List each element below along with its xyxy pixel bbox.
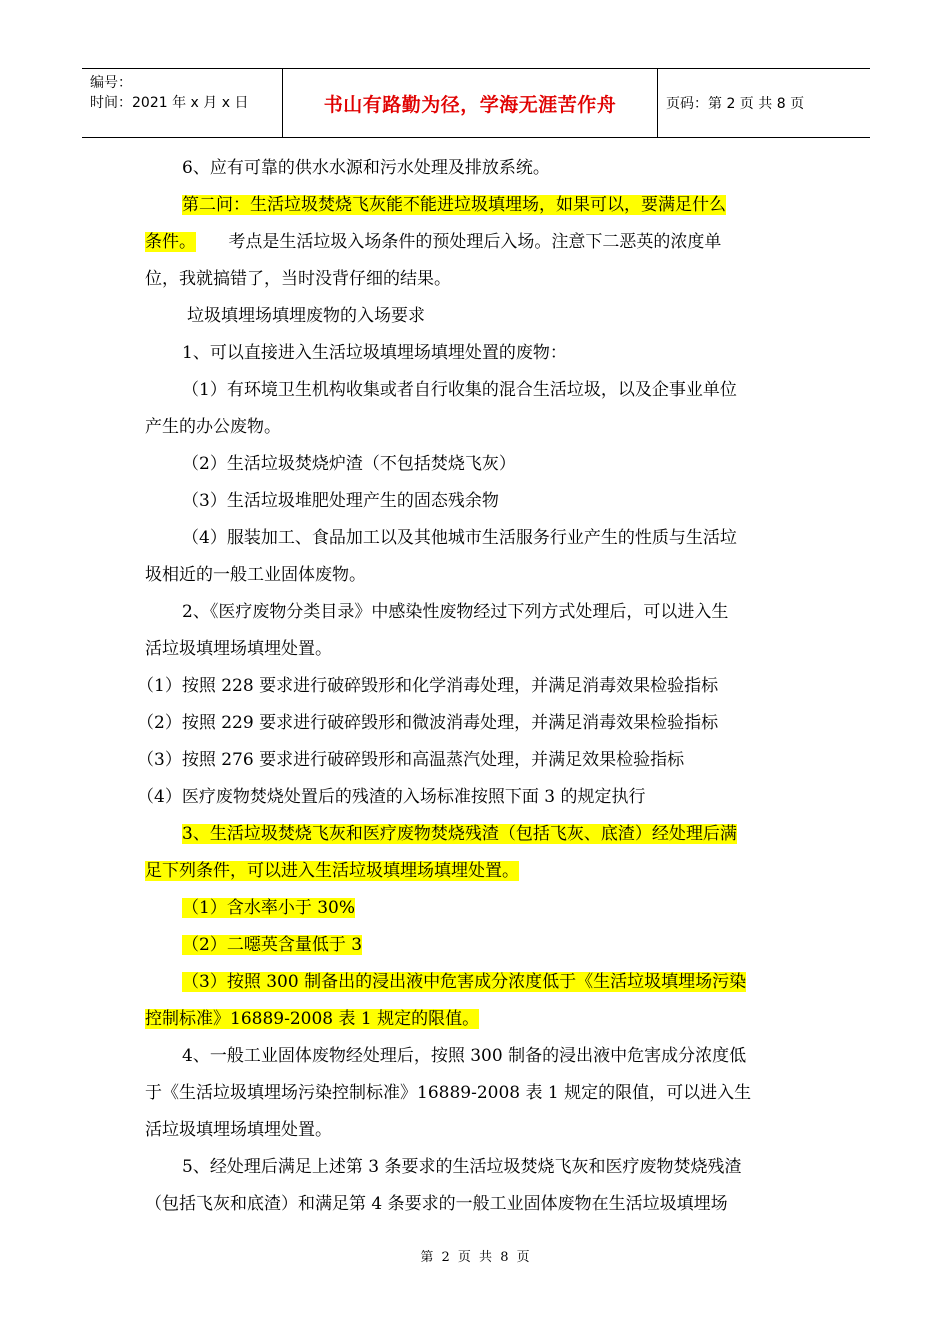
text-line <box>145 372 807 409</box>
text-line <box>145 964 807 1001</box>
text-line <box>145 853 807 890</box>
text-line <box>145 150 807 187</box>
text-line <box>145 520 807 557</box>
line-text: 5、经处理后满足上述第 3 条要求的生活垃圾焚烧飞灰和医疗废物焚烧残渣 <box>182 1157 742 1177</box>
line-text: （4）医疗废物焚烧处置后的残渣的入场标准按照下面 3 的规定执行 <box>137 787 646 807</box>
highlighted-text: 3、生活垃圾焚烧飞灰和医疗废物焚烧残渣（包括飞灰、底渣）经处理后满 <box>182 824 737 844</box>
document-number-label: 编号： <box>90 75 132 91</box>
text-line <box>145 816 807 853</box>
highlighted-text: 控制标准》16889-2008 表 1 规定的限值。 <box>145 1009 480 1029</box>
text-line <box>145 1149 807 1186</box>
text-line <box>145 261 807 298</box>
text-line <box>145 1186 807 1223</box>
line-text: 6、应有可靠的供水水源和污水处理及排放系统。 <box>182 158 550 178</box>
text-line <box>137 779 807 816</box>
highlighted-text: 足下列条件，可以进入生活垃圾填埋场填埋处置。 <box>145 861 519 881</box>
line-text: 产生的办公废物。 <box>145 417 281 437</box>
text-line <box>137 742 807 779</box>
header-meta <box>82 69 282 137</box>
document-body <box>137 150 807 1223</box>
highlighted-text: （3）按照 300 制备出的浸出液中危害成分浓度低于《生活垃圾填埋场污染 <box>182 972 747 992</box>
text-line <box>145 631 807 668</box>
line-text: 活垃圾填埋场填埋处置。 <box>145 1120 332 1140</box>
line-text: 活垃圾填埋场填埋处置。 <box>145 639 332 659</box>
line-text: 1、可以直接进入生活垃圾填埋场填埋处置的废物： <box>182 343 567 363</box>
line-text: 位，我就搞错了，当时没背仔细的结果。 <box>145 269 451 289</box>
text-line <box>145 409 807 446</box>
line-text: （2）生活垃圾焚烧炉渣（不包括焚烧飞灰） <box>182 454 516 474</box>
highlighted-text: 条件。 <box>145 232 196 252</box>
line-text: 4、一般工业固体废物经处理后，按照 300 制备的浸出液中危害成分浓度低 <box>182 1046 747 1066</box>
text-line <box>145 557 807 594</box>
line-text: （3）生活垃圾堆肥处理产生的固态残余物 <box>182 491 499 511</box>
text-line <box>145 1075 807 1112</box>
line-text-continuation: 考点是生活垃圾入场条件的预处理后入场。注意下二恶英的浓度单 <box>196 232 722 252</box>
text-line <box>145 1112 807 1149</box>
line-text: 圾相近的一般工业固体废物。 <box>145 565 366 585</box>
text-line <box>145 483 807 520</box>
text-line <box>145 187 807 224</box>
line-text: 于《生活垃圾填埋场污染控制标准》16889-2008 表 1 规定的限值，可以进入生 <box>145 1083 752 1103</box>
header-motto: 书山有路勤为径，学海无涯苦作舟 <box>282 69 658 137</box>
line-text: （4）服装加工、食品加工以及其他城市生活服务行业产生的性质与生活垃 <box>182 528 737 548</box>
text-line <box>145 594 807 631</box>
page-header <box>82 68 870 138</box>
text-line <box>145 335 807 372</box>
line-text: （包括飞灰和底渣）和满足第 4 条要求的一般工业固体废物在生活垃圾填埋场 <box>145 1194 728 1214</box>
line-text: （2）按照 229 要求进行破碎毁形和微波消毒处理，并满足消毒效果检验指标 <box>137 713 719 733</box>
text-line <box>145 446 807 483</box>
line-text: （1）有环境卫生机构收集或者自行收集的混合生活垃圾，以及企事业单位 <box>182 380 737 400</box>
line-text: 垃圾填埋场填埋废物的入场要求 <box>187 306 425 326</box>
text-line <box>145 927 807 964</box>
page-footer: 第 2 页 共 8 页 <box>420 1250 530 1265</box>
text-line <box>145 1038 807 1075</box>
header-page-info: 页码：第 2 页 共 8 页 <box>666 96 805 112</box>
line-text: （1）按照 228 要求进行破碎毁形和化学消毒处理，并满足消毒效果检验指标 <box>137 676 719 696</box>
highlighted-text: 第二问：生活垃圾焚烧飞灰能不能进垃圾填埋场，如果可以，要满足什么 <box>182 195 726 215</box>
document-date: 时间：2021 年 x 月 x 日 <box>90 95 249 111</box>
text-line <box>145 890 807 927</box>
text-line <box>137 668 807 705</box>
line-text: 2、《医疗废物分类目录》中感染性废物经过下列方式处理后，可以进入生 <box>182 602 729 622</box>
text-line <box>145 298 807 335</box>
highlighted-text: （1）含水率小于 30% <box>182 898 356 918</box>
text-line <box>145 1001 807 1038</box>
text-line <box>145 224 807 261</box>
text-line <box>137 705 807 742</box>
highlighted-text: （2）二噁英含量低于 3 <box>182 935 363 955</box>
line-text: （3）按照 276 要求进行破碎毁形和高温蒸汽处理，并满足效果检验指标 <box>137 750 685 770</box>
